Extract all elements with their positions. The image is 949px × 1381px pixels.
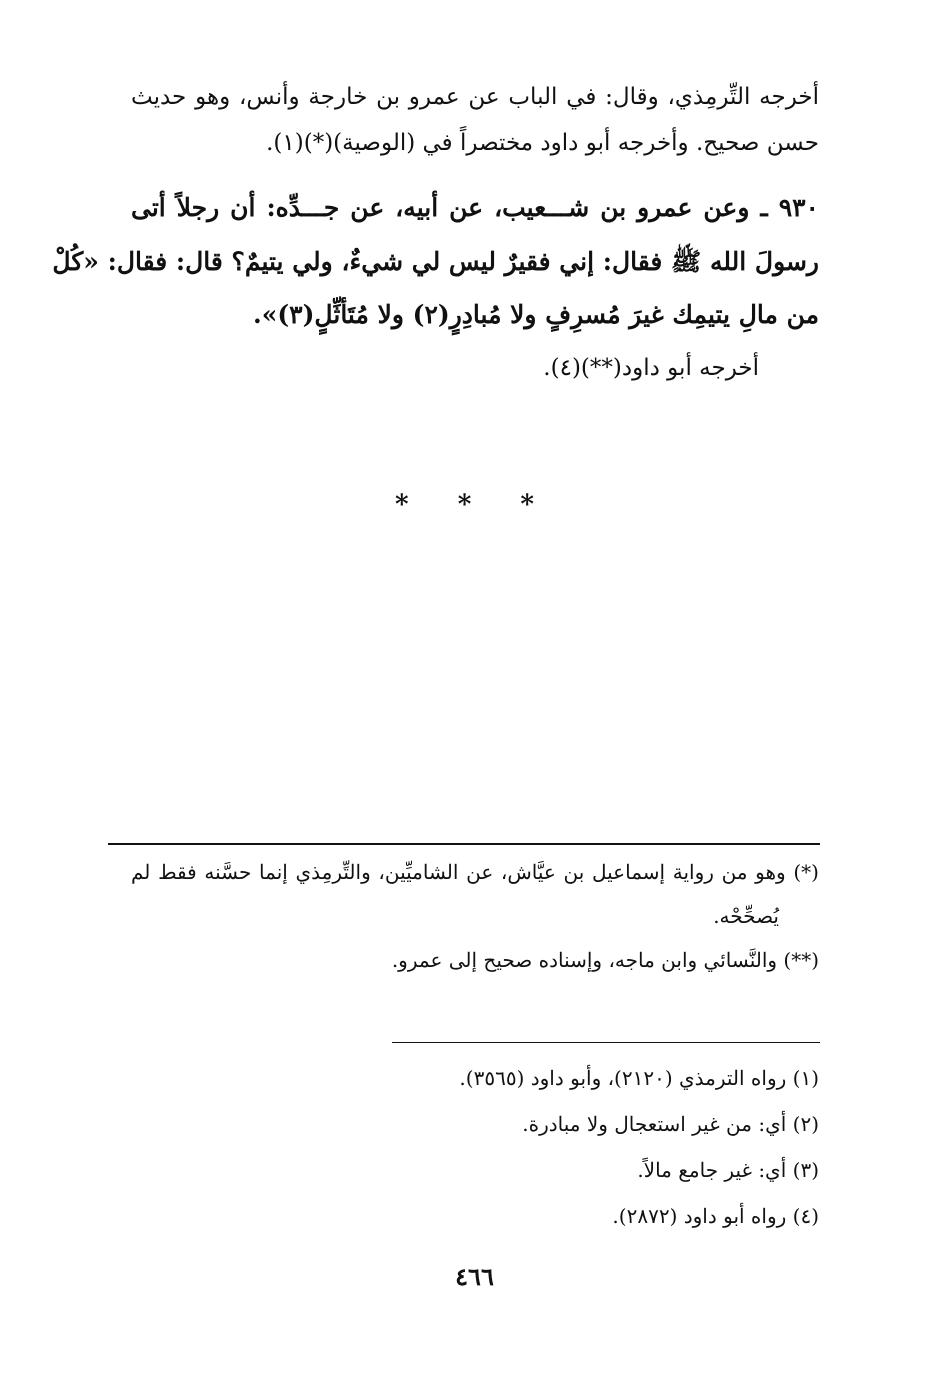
hadith-line-3: من مالِ يتيمِك غيرَ مُسرِفٍ ولا مُبادِرٍ(٢) ولا مُتَأثِّلٍ(٣)». xyxy=(252,300,819,329)
hadith-line-1: ٩٣٠ ـ وعن عمرو بن شـــعيب، عن أبيه، عن جـــدِّه: أن رجلاً أتى xyxy=(131,193,819,222)
section-separator: * * * xyxy=(395,490,554,520)
footnote-2: (٢) أي: من غير استعجال ولا مبادرة. xyxy=(522,1112,819,1136)
notes-divider xyxy=(108,843,820,845)
intro-line-1: أخرجه التِّرمِذي، وقال: في الباب عن عمرو بن خارجة وأنس، وهو حديث xyxy=(131,84,819,110)
editor-note-1-line-2: يُصحِّحْه. xyxy=(713,904,779,928)
intro-line-2: حسن صحيح. وأخرجه أبو داود مختصراً في (الوصية)(*)(١). xyxy=(266,130,819,156)
footnote-1: (١) رواه الترمذي (٢١٢٠)، وأبو داود (٣٥٦٥). xyxy=(459,1066,819,1090)
page-number: ٤٦٦ xyxy=(455,1262,494,1291)
footnotes-divider xyxy=(392,1042,820,1043)
hadith-source: أخرجه أبو داود(**)(٤). xyxy=(543,355,759,381)
footnote-3: (٣) أي: غير جامع مالاً. xyxy=(637,1158,819,1182)
hadith-line-2: رسولَ الله ﷺ فقال: إني فقيرٌ ليس لي شيءٌ، ولي يتيمٌ؟ قال: فقال: «كُلْ xyxy=(52,247,819,276)
editor-note-1-line-1: (*) وهو من رواية إسماعيل بن عيَّاش، عن الشاميِّين، والتِّرمِذي إنما حسَّنه فقط لم xyxy=(131,860,819,884)
editor-note-2: (**) والنَّسائي وابن ماجه، وإسناده صحيح إلى عمرو. xyxy=(391,948,819,972)
footnote-4: (٤) رواه أبو داود (٢٨٧٢). xyxy=(612,1204,819,1228)
